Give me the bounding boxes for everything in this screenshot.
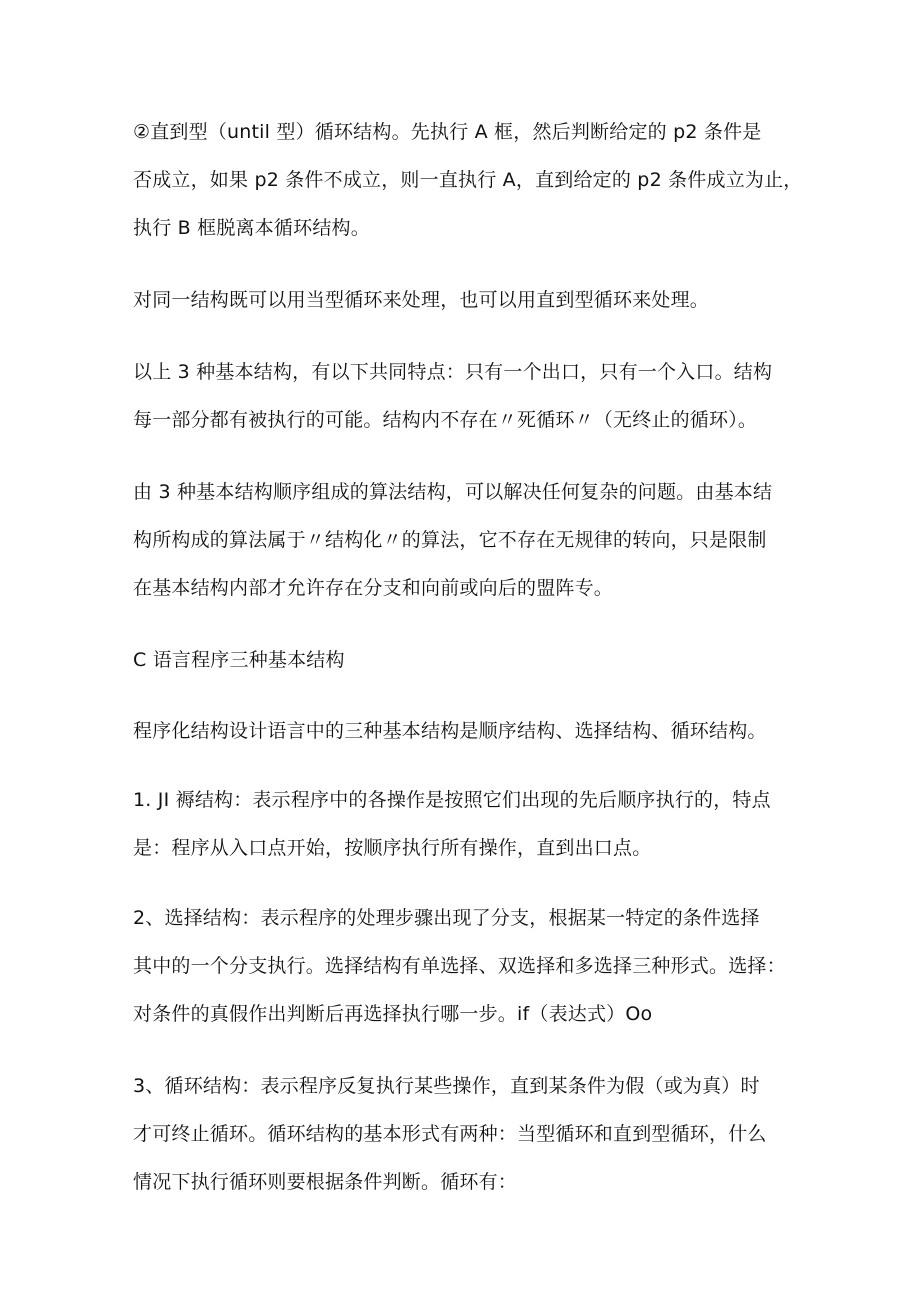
text-line: 构所构成的算法属于〃结构化〃的算法，它不存在无规律的转向，只是限制 (133, 529, 767, 551)
text-line: 以上 3 种基本结构，有以下共同特点：只有一个出口，只有一个入口。结构 (133, 361, 773, 383)
paragraph-until-loop (133, 108, 823, 252)
text-line: 才可终止循环。循环结构的基本形式有两种：当型循环和直到型循环，什么 (133, 1123, 767, 1145)
text-line: 程序化结构设计语言中的三种基本结构是顺序结构、选择结构、循环结构。 (133, 720, 767, 742)
heading-line: C 语言程序三种基本结构 (133, 649, 345, 671)
text-line: ②直到型（until 型）循环结构。先执行 A 框，然后判断给定的 p2 条件是 (133, 121, 762, 143)
text-line: 是：程序从入口点开始，按顺序执行所有操作，直到出口点。 (133, 837, 652, 859)
text-line: 其中的一个分支执行。选择结构有单选择、双选择和多选择三种形式。选择： (133, 955, 786, 977)
text-line: 在基本结构内部才允许存在分支和向前或向后的盟阵专。 (133, 577, 614, 599)
text-line: 2、选择结构：表示程序的处理步骤出现了分支，根据某一特定的条件选择 (133, 907, 760, 929)
paragraph-sequence-structure (133, 776, 823, 872)
text-line: 否成立，如果 p2 条件不成立，则一直执行 A，直到给定的 p2 条件成立为止， (133, 169, 803, 191)
paragraph-three-structures (133, 707, 823, 755)
text-line: 对同一结构既可以用当型循环来处理，也可以用直到型循环来处理。 (133, 289, 710, 311)
paragraph-same-structure (133, 276, 823, 324)
paragraph-structured-algorithm (133, 468, 823, 612)
text-line: 每一部分都有被执行的可能。结构内不存在〃死循环〃（无终止的循环）。 (133, 409, 758, 431)
section-heading (133, 636, 823, 684)
text-line: 3、循环结构：表示程序反复执行某些操作，直到某条件为假（或为真）时 (133, 1075, 760, 1097)
paragraph-selection-structure (133, 894, 823, 1038)
text-line: 由 3 种基本结构顺序组成的算法结构，可以解决任何复杂的问题。由基本结 (133, 481, 773, 503)
text-line: 对条件的真假作出判断后再选择执行哪一步。if（表达式）Oo (133, 1003, 653, 1025)
paragraph-common-features (133, 348, 823, 444)
text-line: 情况下执行循环则要根据条件判断。循环有： (133, 1171, 518, 1193)
text-line: 执行 B 框脱离本循环结构。 (133, 217, 370, 239)
text-line: 1. JI 褥结构：表示程序中的各操作是按照它们出现的先后顺序执行的，特点 (133, 789, 771, 811)
paragraph-loop-structure (133, 1062, 823, 1206)
